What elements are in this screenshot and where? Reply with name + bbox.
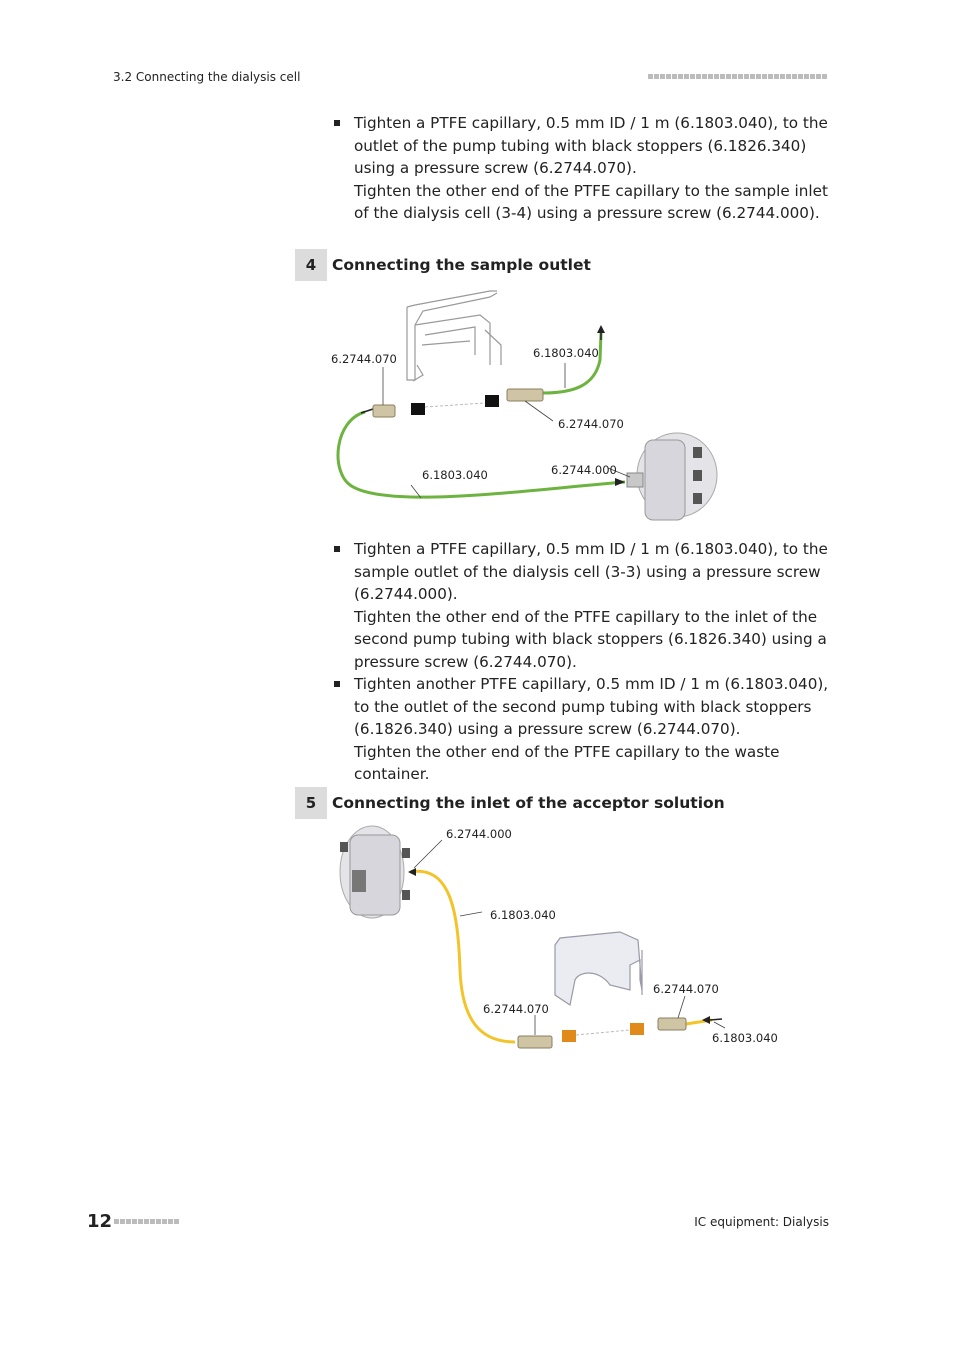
part-label: 6.2744.070 xyxy=(331,352,397,366)
page-number: 12 xyxy=(87,1211,113,1232)
step-number: 5 xyxy=(295,787,327,819)
header-dot-rule xyxy=(648,74,827,79)
part-label: 6.2744.000 xyxy=(446,827,512,841)
pressure-screw-icon xyxy=(518,1036,552,1048)
pressure-screw-icon xyxy=(658,1018,686,1030)
pump-tubing-icon xyxy=(425,403,485,407)
part-label: 6.1803.040 xyxy=(712,1031,778,1045)
step-4-heading xyxy=(295,249,591,281)
dialysis-cell-icon xyxy=(340,826,410,918)
step-title: Connecting the sample outlet xyxy=(332,256,591,274)
flow-arrow-icon xyxy=(615,478,625,486)
pump-cartridge-icon xyxy=(407,291,501,381)
acceptor-inlet-diagram xyxy=(330,820,790,1060)
flow-arrow-icon xyxy=(361,409,373,413)
step-title: Connecting the inlet of the acceptor solution xyxy=(332,794,725,812)
pressure-screw-icon xyxy=(507,389,543,401)
instruction-list-1 xyxy=(332,112,832,225)
part-label: 6.2744.070 xyxy=(558,417,624,431)
stopper-icon xyxy=(485,395,499,407)
running-footer-title: IC equipment: Dialysis xyxy=(694,1215,829,1229)
dialysis-cell-icon xyxy=(627,433,717,520)
pump-cartridge-icon xyxy=(555,932,642,1005)
flow-arrow-icon xyxy=(408,868,416,876)
bullet-icon xyxy=(332,112,354,225)
list-item xyxy=(332,112,832,225)
part-label: 6.2744.000 xyxy=(551,463,617,477)
stopper-icon xyxy=(630,1023,644,1035)
part-label: 6.2744.070 xyxy=(483,1002,549,1016)
part-label: 6.2744.070 xyxy=(653,982,719,996)
instruction-text: Tighten a PTFE capillary, 0.5 mm ID / 1 m (6.1803.040), to the outlet of the pump tubing with black stoppers (6.1826.340) using a pressure screw (6.2744.070). xyxy=(354,114,828,177)
sample-outlet-diagram xyxy=(325,285,725,530)
instruction-text: Tighten a PTFE capillary, 0.5 mm ID / 1 m (6.1803.040), to the sample outlet of the dialysis cell (3-3) using a pressure screw (6.2744.000). xyxy=(354,540,828,603)
instruction-text: Tighten the other end of the PTFE capillary to the sample inlet of the dialysis cell (3-4) using a pressure screw (6.2744.000). xyxy=(354,181,828,222)
step-number: 4 xyxy=(295,249,327,281)
running-header-section: 3.2 Connecting the dialysis cell xyxy=(113,70,301,84)
bullet-icon xyxy=(332,538,354,673)
instruction-list-2 xyxy=(332,538,832,786)
instruction-text: Tighten the other end of the PTFE capillary to the inlet of the second pump tubing with black stoppers (6.1826.340) using a pressure screw (6.2744.070). xyxy=(354,607,827,671)
flow-arrow-icon xyxy=(597,325,605,333)
pressure-screw-icon xyxy=(373,405,395,417)
part-label: 6.1803.040 xyxy=(533,346,599,360)
footer-dot-rule xyxy=(114,1219,179,1224)
pump-tubing-icon xyxy=(576,1030,630,1035)
capillary-tube-icon xyxy=(410,871,515,1042)
flow-arrow-icon xyxy=(710,1019,722,1020)
list-item xyxy=(332,673,832,786)
step-5-heading xyxy=(295,787,725,819)
capillary-tube-icon xyxy=(543,333,601,393)
instruction-text: Tighten another PTFE capillary, 0.5 mm ID / 1 m (6.1803.040), to the outlet of the second pump tubing with black stoppers (6.1826.340) using a pressure screw (6.2744.070). xyxy=(354,675,829,738)
list-item xyxy=(332,538,832,673)
stopper-icon xyxy=(411,403,425,415)
part-label: 6.1803.040 xyxy=(422,468,488,482)
part-label: 6.1803.040 xyxy=(490,908,556,922)
bullet-icon xyxy=(332,673,354,786)
stopper-icon xyxy=(562,1030,576,1042)
instruction-text: Tighten the other end of the PTFE capillary to the waste container. xyxy=(354,742,780,783)
